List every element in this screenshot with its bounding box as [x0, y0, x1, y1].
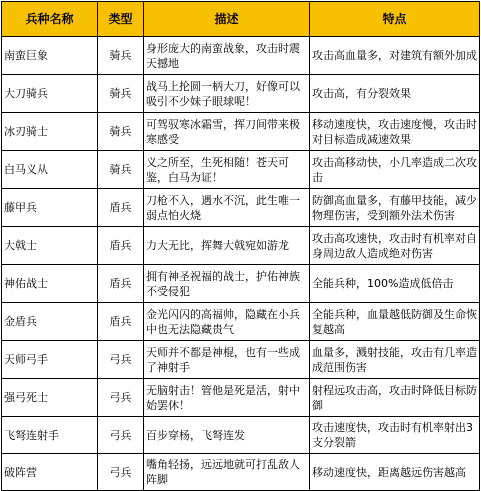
unit-desc: [144, 454, 310, 491]
unit-name: 金盾兵: [2, 303, 98, 341]
unit-feat-text: 攻击速度快，攻击时有机率射出3支分裂箭: [312, 421, 473, 449]
unit-desc: [144, 379, 310, 417]
unit-desc-text: 战马上抡圆一柄大刀，好像可以吸引不少妹子眼球呢！: [146, 79, 300, 108]
table-row: [2, 151, 480, 189]
unit-feat-text: 血量多，溅射技能，攻击有几率造成范围伤害: [312, 345, 477, 374]
unit-name: 南蛮巨象: [2, 37, 98, 75]
unit-feat-text: 攻击高，有分裂效果: [312, 87, 411, 100]
unit-name: 大戟士: [2, 227, 98, 265]
unit-feat-text: 攻击高移动快，小几率造成二次攻击: [312, 155, 477, 184]
header-desc: 描述: [144, 2, 310, 37]
unit-desc-text: 拥有神圣祝福的战士，护佑神族不受侵犯: [146, 269, 300, 298]
unit-feat: [310, 454, 480, 491]
table-row: [2, 417, 480, 454]
header-feat: 特点: [310, 2, 480, 37]
header-name: 兵种名称: [2, 2, 98, 37]
unit-type: 骑兵: [98, 37, 144, 75]
unit-type: 弓兵: [98, 417, 144, 454]
unit-type: 骑兵: [98, 151, 144, 189]
unit-name: 藤甲兵: [2, 189, 98, 227]
unit-desc-text: 身形庞大的南蛮战象，攻击时震天撼地: [146, 41, 300, 70]
table-row: [2, 75, 480, 113]
unit-desc: [144, 113, 310, 151]
unit-desc: [144, 75, 310, 113]
unit-type: 盾兵: [98, 265, 144, 303]
unit-desc-text: 百步穿杨，飞弩连发: [146, 428, 245, 442]
unit-feat: [310, 341, 480, 379]
unit-name: 强弓死士: [2, 379, 98, 417]
unit-type: 弓兵: [98, 341, 144, 379]
unit-desc-text: 天师并不都是神棍，也有一些成了神射手: [146, 345, 300, 374]
unit-feat-text: 全能兵种，100%造成低倍击: [312, 277, 454, 290]
table-row: [2, 454, 480, 491]
unit-type: 弓兵: [98, 379, 144, 417]
unit-feat: [310, 151, 480, 189]
unit-desc-text: 金光闪闪的高福帅，隐藏在小兵中也无法隐藏贵气: [146, 307, 300, 336]
unit-desc: [144, 303, 310, 341]
unit-name: 天师弓手: [2, 341, 98, 379]
unit-desc: [144, 37, 310, 75]
unit-name: 白马义从: [2, 151, 98, 189]
table-row: [2, 379, 480, 417]
unit-desc: [144, 189, 310, 227]
unit-name: 破阵营: [2, 454, 98, 491]
unit-desc: [144, 341, 310, 379]
unit-type: 骑兵: [98, 113, 144, 151]
table-row: [2, 113, 480, 151]
unit-desc-text: 无脑射击！管他是死是活，射中始罢休！: [146, 383, 300, 412]
unit-type: 骑兵: [98, 75, 144, 113]
table-row: [2, 227, 480, 265]
unit-feat: [310, 227, 480, 265]
unit-feat-text: 攻击高血量多，对建筑有额外加成: [312, 49, 477, 62]
table-row: [2, 189, 480, 227]
unit-feat-text: 移动速度快，距离越远伤害越高: [312, 465, 466, 479]
unit-desc-text: 力大无比，挥舞大戟宛如游龙: [146, 239, 289, 252]
unit-name: 飞弩连射手: [2, 417, 98, 454]
unit-feat-text: 攻击高攻速快，攻击时有机率对自身周边敌人造成绝对伤害: [312, 231, 477, 260]
unit-type: 盾兵: [98, 189, 144, 227]
unit-feat: [310, 379, 480, 417]
unit-feat-text: 射程远攻击高，攻击时降低目标防御: [312, 383, 477, 412]
unit-feat: [310, 113, 480, 151]
unit-name: 神佑战士: [2, 265, 98, 303]
unit-desc: [144, 151, 310, 189]
unit-type: 弓兵: [98, 454, 144, 491]
unit-desc: [144, 265, 310, 303]
unit-type: 盾兵: [98, 227, 144, 265]
unit-name: 冰刃骑士: [2, 113, 98, 151]
table-row: [2, 303, 480, 341]
unit-name: 大刀骑兵: [2, 75, 98, 113]
unit-feat: [310, 189, 480, 227]
unit-type: 盾兵: [98, 303, 144, 341]
table-row: [2, 341, 480, 379]
unit-desc-text: 刀枪不入，遇水不沉，此生唯一弱点怕火烧: [146, 193, 300, 222]
unit-table: [1, 1, 480, 491]
unit-feat: [310, 37, 480, 75]
unit-feat-text: 防御高血量多，有藤甲技能，减少物理伤害，受到额外法术伤害: [312, 193, 477, 222]
unit-desc-text: 义之所至，生死相随！苍天可鉴，白马为证！: [146, 155, 289, 184]
unit-feat: [310, 417, 480, 454]
unit-desc-text: 可驾驭寒冰霜雪，挥刀间带来极寒感受: [146, 117, 300, 146]
table-row: [2, 265, 480, 303]
unit-desc-text: 嘴角轻扬，远远地就可打乱敌人阵脚: [146, 458, 300, 486]
unit-feat: [310, 265, 480, 303]
header-type: 类型: [98, 2, 144, 37]
unit-desc: [144, 227, 310, 265]
unit-desc: [144, 417, 310, 454]
unit-feat: [310, 75, 480, 113]
unit-feat-text: 全能兵种，血量越低防御及生命恢复越高: [312, 307, 477, 336]
table-header-row: [2, 2, 480, 37]
unit-feat-text: 移动速度快，攻击速度慢，攻击时对目标造成减速效果: [312, 117, 477, 146]
table-row: [2, 37, 480, 75]
unit-feat: [310, 303, 480, 341]
